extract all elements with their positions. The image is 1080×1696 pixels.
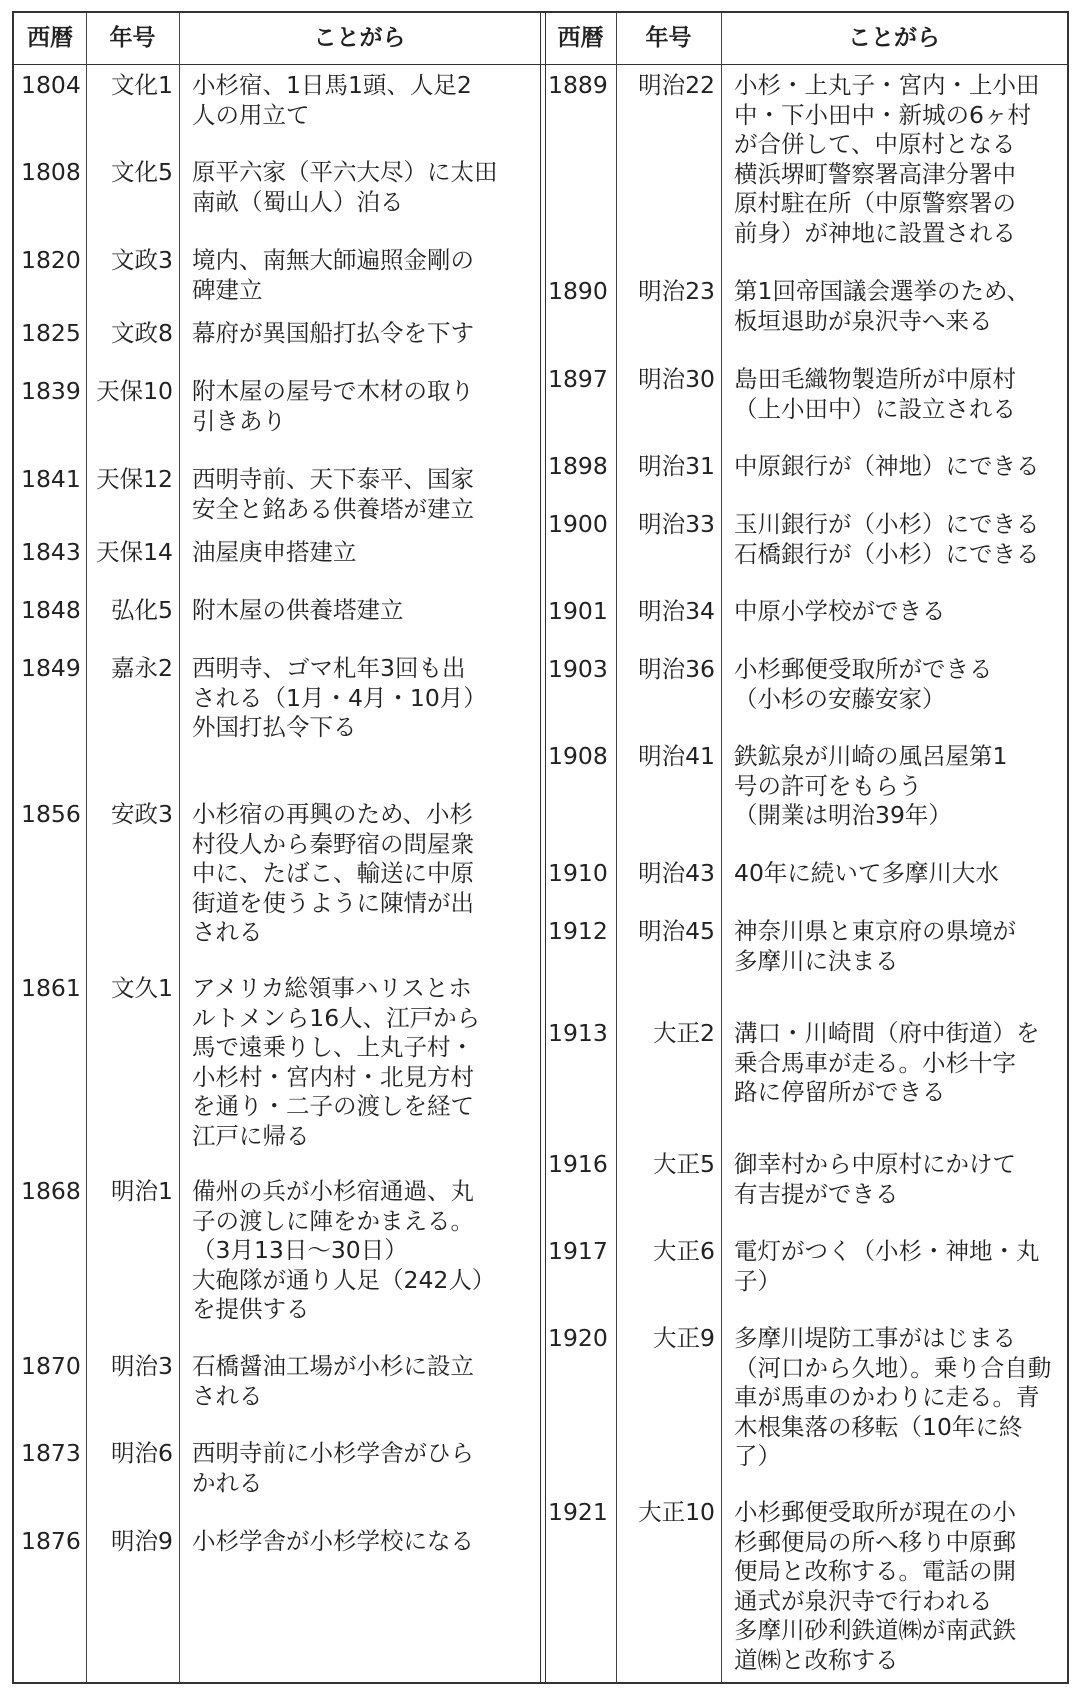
row-description: 石橋醤油工場が小杉に設立 される [192,1352,474,1410]
row-description: 小杉・上丸子・宮内・上小田 中・下小田中・新城の6ヶ村 が合併して、中原村となる 横浜堺町警察署高津分署中 原村駐在所（中原警察署の 前身）が神地に設置される [734,71,1040,247]
row-description: 神奈川県と東京府の県境が 多摩川に決まる [734,917,1016,975]
row-year: 1908 [548,742,608,770]
row-description: 西明寺、ゴマ札年3回も出 される（1月・4月・10月） 外国打払令下る [192,654,487,741]
row-era: 天保12 [96,465,173,493]
row-year: 1808 [21,158,81,186]
row-era: 天保10 [96,377,173,405]
row-year: 1870 [21,1352,81,1380]
row-era: 明治9 [111,1527,173,1555]
row-year: 1861 [21,974,81,1002]
row-year: 1898 [548,452,608,480]
row-description: 中原小学校ができる [734,597,946,625]
row-era: 明治33 [638,510,715,538]
row-era: 大正5 [653,1150,715,1178]
row-era: 安政3 [111,800,173,828]
row-description: 幕府が異国船打払令を下す [192,319,474,347]
row-era: 明治45 [638,917,715,945]
row-year: 1900 [548,510,608,538]
row-year: 1804 [21,71,81,99]
row-year: 1868 [21,1177,81,1205]
row-year: 1841 [21,465,81,493]
row-era: 文政3 [111,246,173,274]
row-era: 明治23 [638,277,715,305]
row-year: 1825 [21,319,81,347]
row-era: 天保14 [96,538,173,566]
column-divider [616,13,617,1682]
row-year: 1876 [21,1527,81,1555]
row-year: 1890 [548,277,608,305]
row-year: 1856 [21,800,81,828]
row-description: 小杉宿、1日馬1頭、人足2 人の用立て [192,71,472,129]
row-era: 明治1 [111,1177,173,1205]
center-double-divider [545,13,546,1682]
column-divider [179,13,180,1682]
row-era: 大正10 [638,1498,715,1526]
row-year: 1848 [21,596,81,624]
header-era-right: 年号 [645,25,692,51]
column-divider [721,13,722,1682]
row-description: アメリカ総領事ハリスとホ ルトメンら16人、江戸から 馬で遠乗りし、上丸子村・ 小杉村・宮内村・北見方村 を通り・二子の渡しを経て 江戸に帰る [192,974,481,1150]
row-description: 40年に続いて多摩川大水 [734,859,999,887]
row-description: 電灯がつく（小杉・神地・丸 子） [734,1237,1040,1295]
row-year: 1903 [548,655,608,683]
row-description: 小杉学舎が小杉学校になる [192,1527,474,1555]
header-year-left: 西暦 [27,25,73,51]
row-era: 明治43 [638,859,715,887]
row-year: 1843 [21,538,81,566]
row-era: 明治30 [638,365,715,393]
row-description: 溝口・川崎間（府中街道）を 乗合馬車が走る。小杉十字 路に停留所ができる [734,1019,1040,1106]
center-double-divider [540,13,541,1682]
row-description: 西明寺前、天下泰平、国家 安全と銘ある供養塔が建立 [192,465,474,523]
row-description: 第1回帝国議会選挙のため、 板垣退助が泉沢寺へ来る [734,277,1031,335]
row-description: 原平六家（平六大尽）に太田 南畝（蜀山人）泊る [192,158,498,216]
row-description: 附木屋の供養塔建立 [192,596,404,624]
column-divider [86,13,87,1682]
history-table [12,11,1069,1684]
row-era: 明治22 [638,71,715,99]
row-era: 明治6 [111,1439,173,1467]
row-description: 多摩川堤防工事がはじまる （河口から久地）。乗り合自動 車が馬車のかわりに走る。青 木根集落の移転（10年に終 了） [734,1324,1052,1470]
row-year: 1921 [548,1498,608,1526]
row-era: 文政8 [111,319,173,347]
row-era: 弘化5 [111,596,173,624]
row-description: 玉川銀行が（小杉）にできる 石橋銀行が（小杉）にできる [734,510,1040,568]
row-description: 西明寺前に小杉学舎がひら かれる [192,1439,474,1497]
row-era: 明治3 [111,1352,173,1380]
row-description: 小杉郵便受取所ができる （小杉の安藤安家） [734,655,993,713]
header-year-right: 西暦 [557,25,604,51]
row-year: 1912 [548,917,608,945]
row-description: 御幸村から中原村にかけて 有吉提ができる [734,1150,1016,1208]
row-description: 中原銀行が（神地）にできる [734,452,1040,480]
row-era: 大正6 [653,1237,715,1265]
row-era: 明治34 [638,597,715,625]
header-events-left: ことがら [313,25,406,51]
row-year: 1901 [548,597,608,625]
header-era-left: 年号 [109,25,156,51]
row-description: 附木屋の屋号で木材の取り 引きあり [192,377,474,435]
row-era: 明治41 [638,742,715,770]
row-year: 1913 [548,1019,608,1047]
row-description: 油屋庚申搭建立 [192,538,357,566]
row-era: 明治31 [638,452,715,480]
row-description: 備州の兵が小杉宿通過、丸 子の渡しに陣をかまえる。 （3月13日～30日） 大砲隊が通り人足（242人） を提供する [192,1177,496,1323]
row-era: 大正9 [653,1324,715,1352]
row-era: 明治36 [638,655,715,683]
row-year: 1897 [548,365,608,393]
row-era: 大正2 [653,1019,715,1047]
row-description: 境内、南無大師遍照金剛の 碑建立 [192,246,474,304]
row-description: 小杉郵便受取所が現在の小 杉郵便局の所へ移り中原郵 便局と改称する。電話の開 通式が泉沢寺で行われる 多摩川砂利鉄道㈱が南武鉄 道㈱と改称する [734,1498,1016,1674]
row-year: 1910 [548,859,608,887]
row-year: 1917 [548,1237,608,1265]
row-era: 嘉永2 [111,654,173,682]
row-year: 1820 [21,246,81,274]
row-description: 島田毛織物製造所が中原村 （上小田中）に設立される [734,365,1016,423]
row-year: 1849 [21,654,81,682]
row-year: 1920 [548,1324,608,1352]
row-era: 文化5 [111,158,173,186]
row-year: 1916 [548,1150,608,1178]
row-description: 鉄鉱泉が川崎の風呂屋第1 号の許可をもらう （開業は明治39年） [734,742,1008,829]
row-year: 1889 [548,71,608,99]
row-description: 小杉宿の再興のため、小杉 村役人から秦野宿の問屋衆 中に、たばこ、輸送に中原 街道を使うように陳情が出 される [192,800,474,946]
row-year: 1873 [21,1439,81,1467]
header-events-right: ことがら [848,25,940,51]
row-era: 文久1 [111,974,173,1002]
row-era: 文化1 [111,71,173,99]
row-year: 1839 [21,377,81,405]
